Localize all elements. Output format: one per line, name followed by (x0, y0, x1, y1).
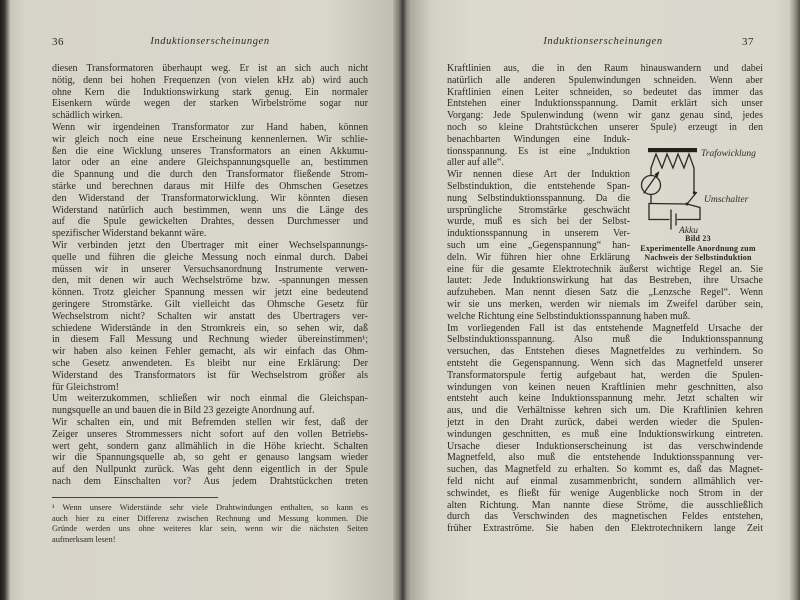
circuit-figure (634, 143, 794, 235)
text-line: suchen, das Magnetfeld zu erhalten. So kommt es, daß das Magnet- (447, 464, 763, 476)
book-gutter (393, 0, 412, 600)
text-line: aus, und die Verhältnisse kehren sich um. Die Kraftlinien kehren (447, 405, 763, 417)
body-text-right-bottom (447, 264, 763, 535)
text-line: Im vorliegenden Fall ist das entstehende Magnetfeld Ursache der (447, 322, 763, 334)
text-line: ßen die eine Wicklung unseres Transformators an einen Akkumu- (52, 145, 368, 157)
text-line: Gründe werden uns ohne weiteres klar sein, wenn wir die nächsten Seiten (52, 524, 368, 534)
running-header-right: Induktionserscheinungen (543, 36, 663, 47)
text-line: wir die Spannungsquelle ab, so geht er genauso langsam wieder (52, 452, 368, 464)
text-line: schädlich wirken. (52, 110, 123, 122)
text-line: quelle und führen die gleiche Messung noch einmal durch. Dabei (52, 251, 368, 263)
text-line: sche Gesetz anwendeten. Es bleibt nur eine Erklärung: Der (52, 357, 368, 369)
text-line: die Spannung und die durch den Transformator fließende Strom- (52, 169, 368, 181)
text-line: Um weiterzukommen, schließen wir noch einmal die Gleichspan- (52, 393, 368, 405)
text-line: aller auf alle“. (447, 157, 504, 169)
text-line: den Widerstand der Transformatorwicklung. Wir könnten diesen (52, 192, 368, 204)
text-line: feld nicht auf einmal zusammenbricht, sondern allmählich ver- (447, 475, 763, 487)
text-line: aufzuheben. Man nennt diesen Satz die „Lenzsche Regel“. Wenn (447, 287, 763, 299)
text-line: versuchen, das Entstehen dieses Magnetfeldes zu verhindern. So (447, 346, 763, 358)
text-line: nach dem Einschalten vor? Aus jedem Drahtstückchen treten (52, 475, 368, 487)
text-line: induktionsspannung in unserem Ver- (447, 228, 630, 240)
book-edge-left (0, 0, 10, 600)
text-line: früher Extraströme. Sie haben den Elektrotechnikern lange Zeit (447, 523, 763, 535)
text-line: Kraftlinien einen Leiter schneiden, so bedeutet das immer das (447, 86, 763, 98)
text-line: aufmerksam lesen! (52, 534, 116, 544)
switch-lever (687, 193, 697, 205)
page-left (10, 0, 393, 600)
text-line: natürlich alle anderen Spulenwindungen schneiden. Wenn aber (447, 74, 763, 86)
text-line: entsteht die Gegenspannung. Wenn sich das Magnetfeld unserer (447, 357, 763, 369)
text-line: lator oder an eine andere Gleichspannungsquelle an, bestimmen (52, 157, 368, 169)
text-line: für Gleichstrom! (52, 381, 119, 393)
text-line: windungen von keinen neuen Kraftlinien mehr geschnitten, also (447, 381, 763, 393)
text-line: Wechselstrom nicht? Schalten wir anstatt des Übertragers ver- (52, 310, 368, 322)
text-line: Widerstand des Transformators ist für Wechselstrom größer als (52, 369, 368, 381)
text-line: entsteht auch keine Induktionsspannung mehr. Jetzt schalten wir (447, 393, 763, 405)
text-line: Zeiger unseres Strommessers nicht sofort auf den vollen Betriebs- (52, 428, 368, 440)
footnote-rule (52, 497, 218, 498)
text-line: Ursache dieser Induktionserscheinung ist das verschwindende (447, 440, 763, 452)
text-line: schwindet, es fließt für wenige Augenblicke noch Strom in der (447, 487, 763, 499)
body-text-right-top (447, 63, 763, 134)
text-line: Kraftlinien aus, die in den Raum hinauswandern und dabei (447, 63, 763, 74)
text-line: Vorgang: Jede Spulenwindung (wenn wir ganz genau sind, jedes (447, 110, 763, 122)
text-line: nungsquelle an und bauen die in Bild 23 gezeigte Anordnung auf. (52, 405, 315, 417)
text-line: stärke und berechnen daraus mit Hilfe des Ohmschen Gesetzes (52, 180, 368, 192)
figure-caption-text-1: Experimentelle Anordnung zum (640, 243, 756, 253)
text-line: jetzt in den Draht zurück, dabei werden wieder die Spulen- (447, 416, 763, 428)
footnote-text (52, 503, 368, 545)
figure-caption-text-2: Nachweis der Selbstinduktion (644, 253, 752, 263)
text-line: den, mit denen wir auch Wechselströme bzw. -spannungen messen (52, 275, 368, 287)
text-line: diesen Transformatoren überhaupt weg. Er ist an sich auch nicht (52, 63, 368, 74)
text-line: wert geht, sondern ganz allmählich in die Höhe kriecht. Schalten (52, 440, 368, 452)
text-line: Transformatorspule fertig aufgebaut hat, werden die Spulen- (447, 369, 763, 381)
text-line: ursprüngliche Stromstärke geschwächt (447, 204, 630, 216)
text-line: Selbstinduktionsspannung. Also muß die Induktionsspannung (447, 334, 763, 346)
text-line: nötig, denn bei hohen Frequenzen (von vielen kHz ab) wird auch (52, 74, 368, 86)
figure-caption-number: Bild 23 (685, 234, 711, 243)
label-umschalter: Umschalter (704, 195, 749, 205)
text-line: können. Trotz gleicher Spannung messen wir jetzt eine bedeutend (52, 287, 368, 299)
text-line: wir sie uns merken, werden wir niemals im Zweifel darüber sein, (447, 298, 763, 310)
text-line: nung Selbstinduktionsspannung. Da die (447, 192, 630, 204)
text-line: such um eine „Gegenspannung“ han- (447, 239, 630, 251)
text-line: windungen geschnitten, es muß eine Induktionswirkung eintreten. (447, 428, 763, 440)
book-edge-right (790, 0, 800, 600)
text-line: durch das Verschwinden des magnetischen Feldes entstehen, (447, 511, 763, 523)
label-trafowicklung: Trafowicklung (701, 149, 756, 159)
body-text-left (52, 63, 368, 488)
text-line: Entstehen einer Induktionsspannung. Damit erklärt sich unser (447, 98, 763, 110)
text-line: wir gleich noch eine neue Erscheinung kennenlernen. Wir schlie- (52, 133, 368, 145)
text-line: auf den Nullpunkt zurück. Was geht denn eigentlich in der Spule (52, 464, 368, 476)
running-header-left: Induktionserscheinungen (150, 36, 270, 47)
body-text-right-narrow (447, 134, 630, 264)
text-line: alten Richtung. Man nannte diese Ströme, die ausschließlich (447, 499, 763, 511)
text-line: geringere Stromstärke. Gilt vielleicht das Ohmsche Gesetz für (52, 298, 368, 310)
page-number-left: 36 (52, 36, 64, 48)
coil-winding-symbol (651, 154, 694, 168)
label-akku: Akku (679, 226, 698, 235)
text-line: ohne Kern die Induktionswirkung stark genug. Ein normaler (52, 86, 368, 98)
text-line: auch hier zu einer Differenz zwischen Rechnung und Messung kommen. Die (52, 513, 368, 523)
wire-bottom-left (649, 204, 669, 220)
text-line: schiedene Widerstände in den Stromkreis ein, so sehen wir, daß (52, 322, 368, 334)
text-line: Selbstinduktion, die entstehende Span- (447, 180, 630, 192)
text-line: lautet: Jede Induktionswirkung hat das Bestreben, ihre Ursache (447, 275, 763, 287)
text-line: Eisenkern würde wegen der starken Wirbelströme sogar nur (52, 98, 368, 110)
text-line: müssen wir in unserer Versuchsanordnung Instrumente verwen- (52, 263, 368, 275)
text-line: deln. Wir führen hier ohne Erklärung (447, 251, 630, 263)
text-line: wurde, muß es sich bei der Selbst- (447, 216, 630, 228)
text-line: welche Richtung eine Selbstinduktionsspannung haben muß. (447, 310, 691, 322)
text-line: Wir nennen diese Art der Induktion (447, 169, 630, 181)
wire-right-bottom (687, 204, 700, 220)
text-line: in diesem Fall Messung und Rechnung wieder übereinstimmen¹; (52, 334, 368, 346)
text-line: tionsspannung. Es ist eine „Induktion (447, 145, 630, 157)
text-line: benachbarten Windungen eine Induk- (447, 133, 630, 145)
text-line: Wir schalten ein, und mit Befremden stellen wir fest, daß der (52, 416, 368, 428)
text-line: spezifischer Widerstand bekannt wäre. (52, 228, 207, 240)
text-line: Magnetfeld, also muß die entstehende Induktionsspannung ver- (447, 452, 763, 464)
text-line: Widerstand natürlich auch bestimmen, wenn uns die Länge des (52, 204, 368, 216)
figure-caption (624, 234, 772, 263)
text-line: eine für die gesamte Elektrotechnik äußerst wichtige Regel an. Sie (447, 263, 763, 275)
circuit-diagram (634, 143, 794, 235)
text-line: noch so kleine Drahtstückchen unserer Spule) erzeugt in den (447, 121, 763, 133)
iron-core-bar (648, 148, 697, 152)
wire-mid-horizontal (649, 204, 687, 205)
text-line: Wenn wir irgendeinen Transformator zur Hand haben, können (52, 121, 368, 133)
text-line: auf die Spule gewickelten Drahtes, dessen Durchmesser und (52, 216, 368, 228)
page-number-right: 37 (742, 36, 754, 48)
text-line: Wir verbinden jetzt den Übertrager mit einer Wechselspannungs- (52, 239, 368, 251)
text-line: wir haben also keinen Fehler gemacht, als wir einfach das Ohm- (52, 346, 368, 358)
text-line: ¹ Wenn unsere Widerstände sehr viele Drahtwindungen enthalten, so kann es (52, 503, 368, 512)
page-right (412, 0, 790, 600)
